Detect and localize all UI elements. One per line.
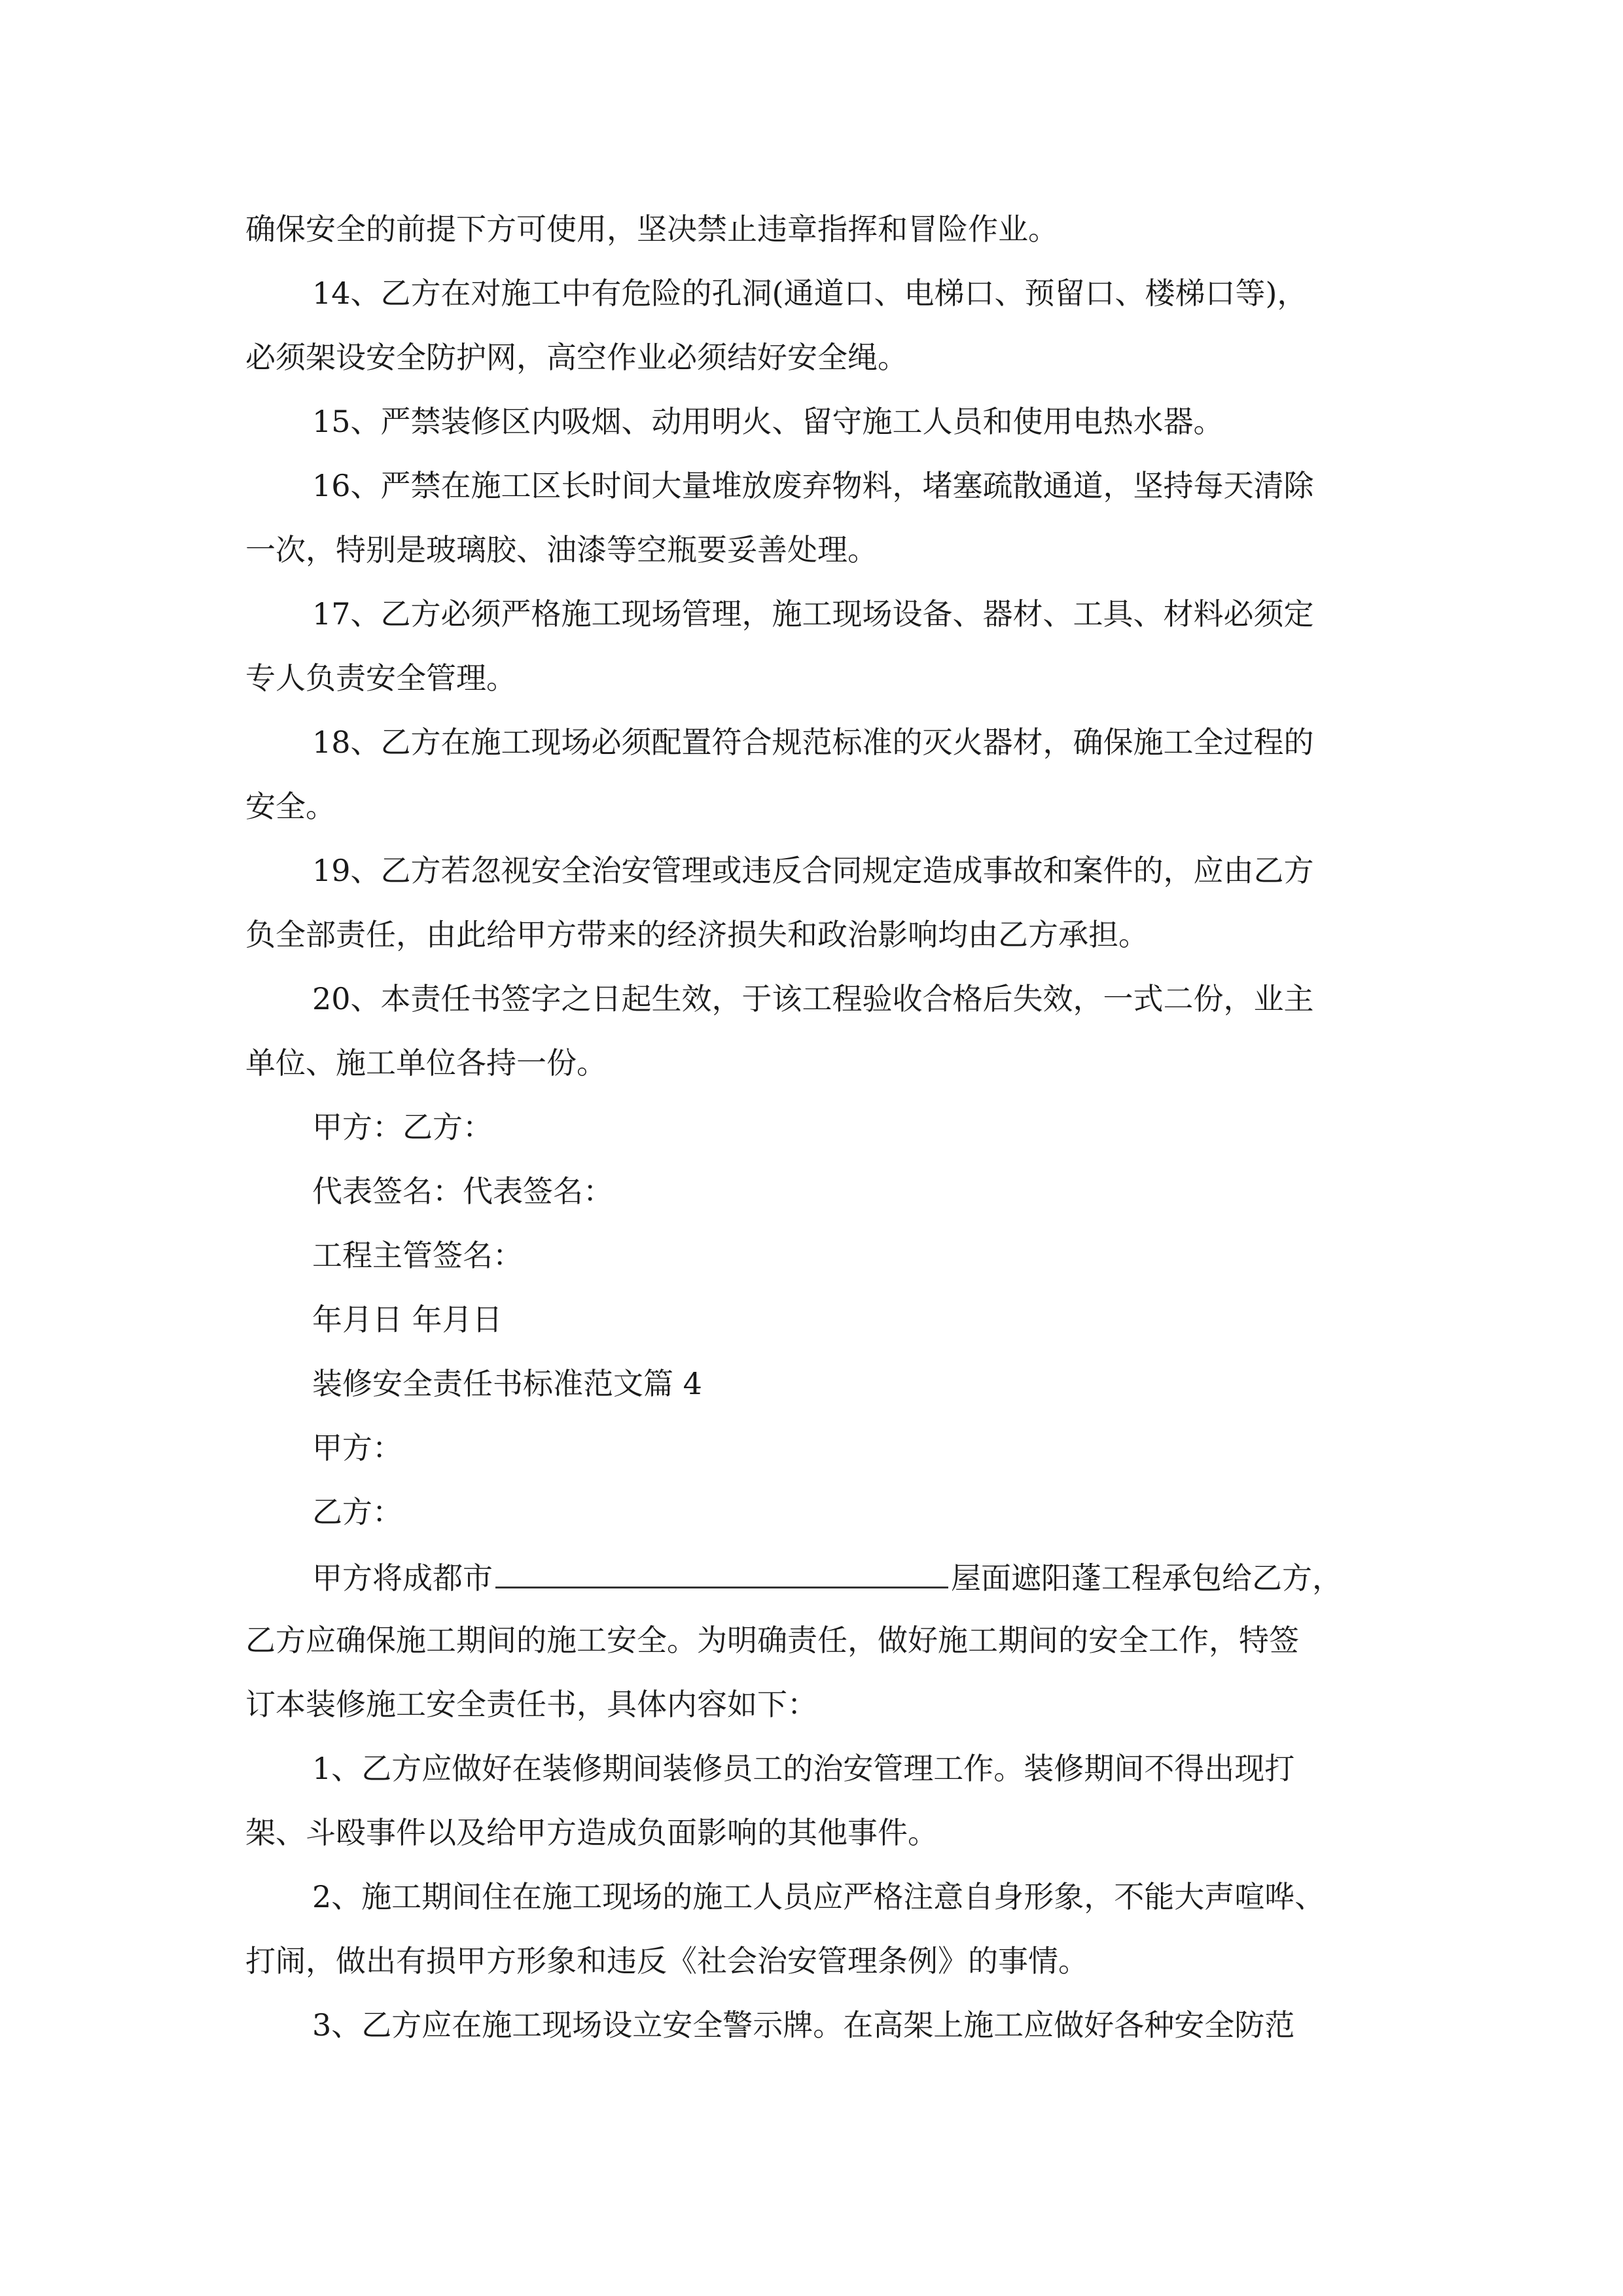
text-line: 一次，特别是玻璃胶、油漆等空瓶要妥善处理。 [245,532,878,567]
text-line: 2、施工期间住在施工现场的施工人员应严格注意自身形象，不能大声喧哗、 [312,1879,1325,1914]
signature-representatives: 代表签名：代表签名： [312,1174,613,1209]
text-line: 1、乙方应做好在装修期间装修员工的治安管理工作。装修期间不得出现打 [312,1751,1295,1786]
text-line: 乙方应确保施工期间的施工安全。为明确责任，做好施工期间的安全工作，特签 [245,1623,1299,1658]
text-line: 15、严禁装修区内吸烟、动用明火、留守施工人员和使用电热水器。 [312,404,1224,439]
fill-in-blank[interactable] [495,1555,948,1588]
text-line: 订本装修施工安全责任书，具体内容如下： [245,1687,817,1722]
text-line: 负全部责任，由此给甲方带来的经济损失和政治影响均由乙方承担。 [245,917,1149,952]
text-line: 单位、施工单位各持一份。 [245,1045,607,1081]
party-a: 甲方： [312,1430,402,1465]
fill-in-line [312,1555,1342,1597]
signature-dates: 年月日 年月日 [312,1302,503,1337]
signature-parties: 甲方：乙方： [312,1109,493,1145]
text-line: 18、乙方在施工现场必须配置符合规范标准的灭火器材，确保施工全过程的 [312,725,1314,760]
text-line: 打闹，做出有损甲方形象和违反《社会治安管理条例》的事情。 [245,1943,1088,1979]
text-line: 16、严禁在施工区长时间大量堆放废弃物料，堵塞疏散通道，坚持每天清除 [312,468,1314,503]
signature-supervisor: 工程主管签名： [312,1238,523,1273]
text-line: 14、乙方在对施工中有危险的孔洞(通道口、电梯口、预留口、楼梯口等)， [312,276,1308,311]
text-line: 20、本责任书签字之日起生效，于该工程验收合格后失效，一式二份，业主 [312,981,1314,1016]
party-b: 乙方： [312,1494,402,1530]
text-line: 17、乙方必须严格施工现场管理，施工现场设备、器材、工具、材料必须定 [312,596,1314,632]
text-line: 19、乙方若忽视安全治安管理或违反合同规定造成事故和案件的，应由乙方 [312,853,1314,888]
text-line: 安全。 [245,789,336,824]
text-line: 必须架设安全防护网，高空作业必须结好安全绳。 [245,340,908,375]
text-line: 3、乙方应在施工现场设立安全警示牌。在高架上施工应做好各种安全防范 [312,2007,1295,2043]
fill-in-prefix: 甲方将成都市 [312,1560,493,1596]
fill-in-suffix: 屋面遮阳蓬工程承包给乙方， [951,1560,1342,1596]
text-line: 确保安全的前提下方可使用，坚决禁止违章指挥和冒险作业。 [245,211,1058,247]
text-line: 架、斗殴事件以及给甲方造成负面影响的其他事件。 [245,1815,938,1850]
text-line: 专人负责安全管理。 [245,660,516,696]
section-title: 装修安全责任书标准范文篇 4 [312,1366,702,1401]
